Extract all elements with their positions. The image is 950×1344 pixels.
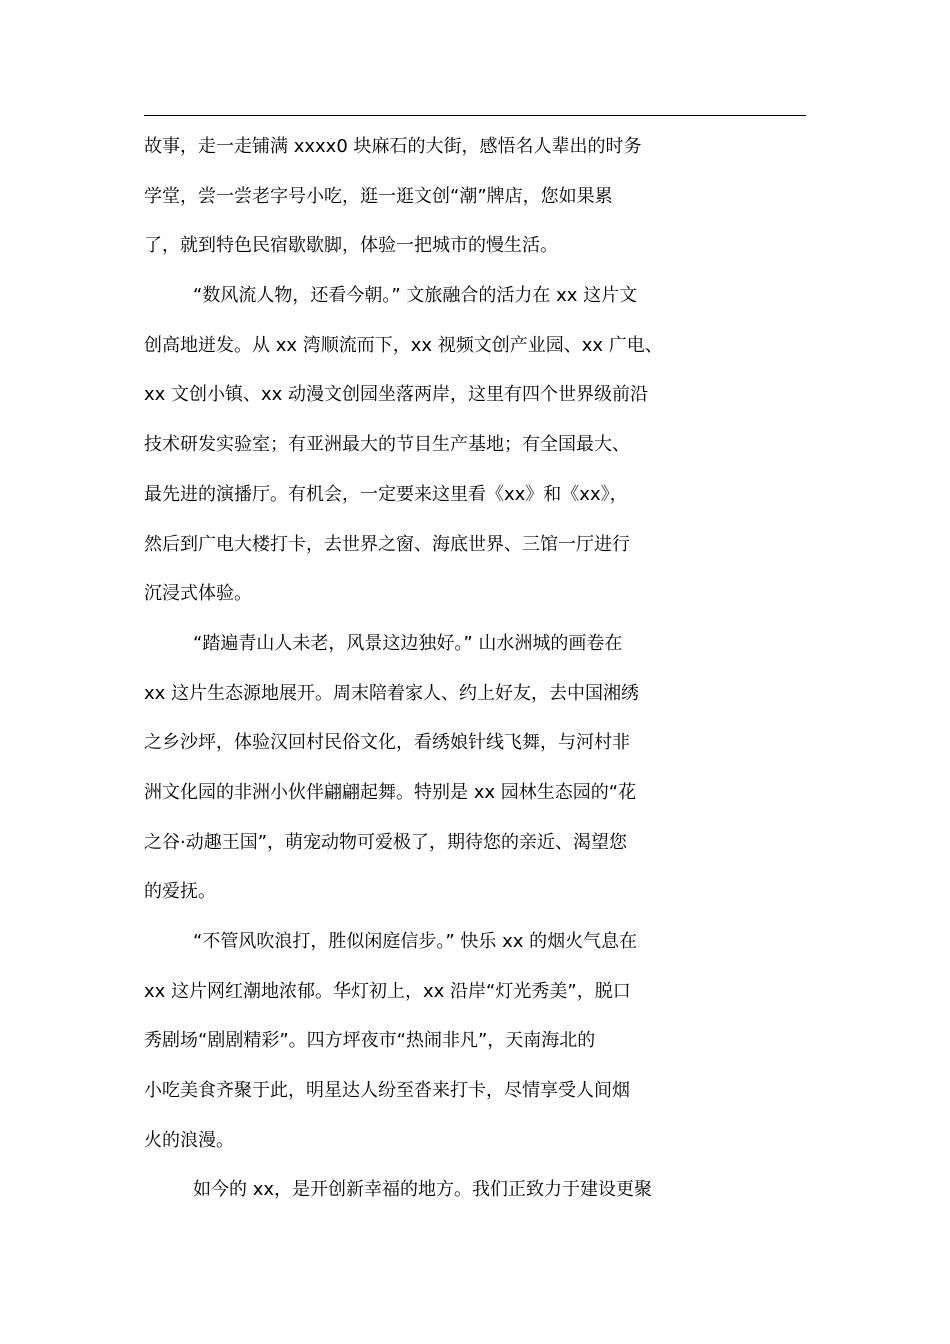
text-line: 最先进的演播厅。有机会，一定要来这里看《xx》和《xx》， xyxy=(144,483,628,505)
text-line: 了，就到特色民宿歇歇脚，体验一把城市的慢生活。 xyxy=(144,235,558,257)
text-line: xx 这片生态源地展开。周末陪着家人、约上好友，去中国湘绣 xyxy=(144,682,640,704)
header-rule xyxy=(144,115,806,116)
text-line: 沉浸式体验。 xyxy=(144,583,252,605)
text-line: 之乡沙坪，体验汉回村民俗文化，看绣娘针线飞舞，与河村非 xyxy=(144,732,630,754)
text-line: “不管风吹浪打，胜似闲庭信步。” 快乐 xx 的烟火气息在 xyxy=(193,931,638,952)
text-line: 火的浪漫。 xyxy=(144,1129,234,1151)
text-line: 故事，走一走铺满 xxxx0 块麻石的大街，感悟名人辈出的时务 xyxy=(144,136,642,157)
text-line: “踏遍青山人未老，风景这边独好。” 山水洲城的画卷在 xyxy=(193,632,623,654)
text-line: 洲文化园的非洲小伙伴翩翩起舞。特别是 xx 园林生态园的“花 xyxy=(144,781,637,803)
text-line: 如今的 xx，是开创新幸福的地方。我们正致力于建设更聚 xyxy=(193,1179,653,1201)
text-line: 的爱抚。 xyxy=(144,881,216,903)
text-line: xx 文创小镇、xx 动漫文创园坐落两岸，这里有四个世界级前沿 xyxy=(144,384,649,406)
text-line: 技术研发实验室；有亚洲最大的节目生产基地；有全国最大、 xyxy=(144,434,630,456)
text-line: 之谷·动趣王国”，萌宠动物可爱极了，期待您的亲近、渴望您 xyxy=(144,831,628,853)
text-line: 创高地迸发。从 xx 湾顺流而下，xx 视频文创产业园、xx 广电、 xyxy=(144,334,663,356)
text-line: 学堂，尝一尝老字号小吃，逛一逛文创“潮”牌店，您如果累 xyxy=(144,185,613,207)
text-line: 秀剧场“剧剧精彩”。四方坪夜市“热闹非凡”，天南海北的 xyxy=(144,1030,596,1052)
text-line: 然后到广电大楼打卡，去世界之窗、海底世界、三馆一厅进行 xyxy=(144,533,630,555)
text-line: xx 这片网红潮地浓郁。华灯初上，xx 沿岸“灯光秀美”，脱口 xyxy=(144,980,631,1002)
text-line: “数风流人物，还看今朝。” 文旅融合的活力在 xx 这片文 xyxy=(193,285,638,307)
text-line: 小吃美食齐聚于此，明星达人纷至沓来打卡，尽情享受人间烟 xyxy=(144,1080,630,1102)
body-text xyxy=(144,122,814,1215)
